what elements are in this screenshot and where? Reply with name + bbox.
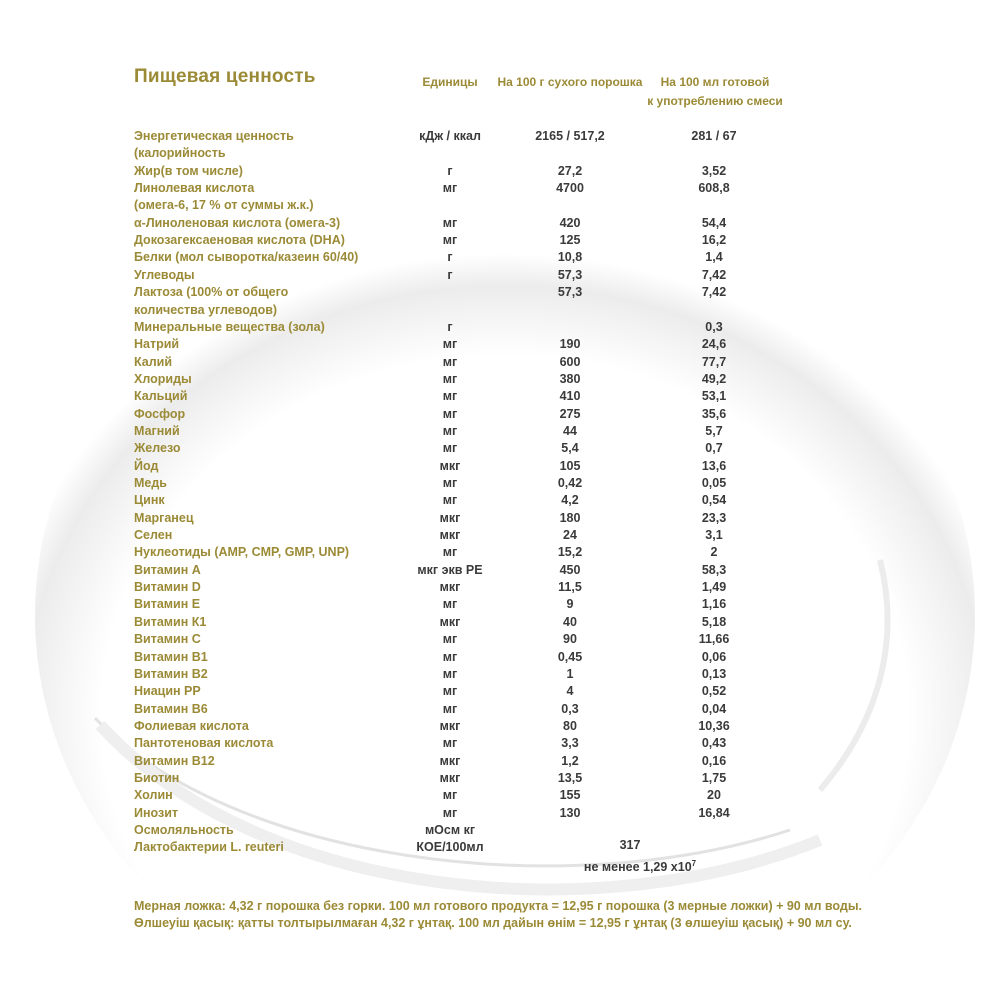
row-ready-value: 5,7: [705, 423, 723, 438]
row-name: Фосфор: [134, 406, 186, 421]
row-ready-value: 281 / 67: [691, 129, 737, 143]
table-row: [0, 805, 1000, 822]
row-name: Минеральные вещества (зола): [134, 319, 325, 334]
row-name: (омега-6, 17 % от суммы ж.к.): [134, 198, 314, 213]
row-ready-value: 3,1: [705, 528, 723, 543]
row-unit: мг: [442, 788, 458, 803]
row-dry-value: 2165 / 517,2: [535, 129, 605, 143]
column-header-ready-line1: На 100 мл готовой: [660, 75, 770, 89]
row-dry-value: 105: [559, 458, 581, 473]
row-unit: мг: [442, 389, 458, 404]
row-name: α-Линоленовая кислота (омега-3): [134, 215, 341, 230]
row-ready-value: 49,2: [701, 371, 727, 386]
row-unit: мг: [442, 181, 458, 196]
row-name: количества углеводов): [134, 302, 278, 317]
row-name: Магний: [134, 423, 180, 438]
row-dry-value: 380: [559, 371, 581, 386]
table-row: [0, 614, 1000, 631]
reuteri-min-exponent: 7: [691, 859, 697, 868]
row-ready-value: 1,4: [705, 250, 723, 265]
row-dry-value: 1: [566, 666, 574, 681]
row-ready-value: 24,6: [701, 337, 727, 352]
row-name: Лактобактерии L. reuteri: [134, 840, 284, 855]
page-title: Пищевая ценность: [134, 66, 316, 87]
table-row: [0, 440, 1000, 457]
row-ready-value: 53,1: [701, 389, 727, 404]
row-unit: мг: [442, 233, 458, 248]
row-name: Хлориды: [134, 371, 192, 386]
table-row: [0, 371, 1000, 388]
row-name: (калорийность: [134, 146, 226, 161]
row-unit: мг: [442, 354, 458, 369]
row-dry-value: 24: [563, 528, 577, 543]
row-dry-value: 5,4: [561, 441, 579, 456]
row-ready-value: 20: [707, 788, 721, 803]
row-name: Жир(в том числе): [134, 163, 243, 178]
table-row: [0, 388, 1000, 405]
row-name: Железо: [134, 441, 181, 456]
row-name: Фолиевая кислота: [134, 718, 249, 733]
row-ready-value: 0,54: [701, 493, 727, 508]
row-dry-value: 420: [559, 215, 581, 230]
table-row: [0, 544, 1000, 561]
row-unit: г: [447, 319, 453, 334]
row-dry-value: 13,5: [557, 770, 583, 785]
table-row: [0, 354, 1000, 371]
table-row: [0, 492, 1000, 509]
row-ready-value: 35,6: [701, 406, 727, 421]
reuteri-min-text: не менее 1,29 х10: [583, 860, 692, 875]
row-ready-value: 16,2: [701, 233, 727, 248]
row-name: Марганец: [134, 510, 194, 525]
table-row: [0, 701, 1000, 718]
row-unit: г: [447, 163, 453, 178]
row-name: Натрий: [134, 337, 180, 352]
table-row: [0, 735, 1000, 752]
footer-note-kz: Өлшеуіш қасық: қатты толтырылмаған 4,32 г ұнтақ. 100 мл дайын өнім = 12,95 г ұнтақ (3 өлшеуіш қасық) + 90 мл су.: [134, 916, 852, 930]
row-ready-value: 7,42: [701, 285, 727, 300]
row-unit: мкг экв РЕ: [417, 562, 483, 577]
row-name: Ниацин РР: [134, 684, 201, 699]
row-dry-value: 4,2: [561, 493, 579, 508]
row-unit: мг: [442, 736, 458, 751]
row-dry-value: 0,42: [557, 476, 583, 490]
row-dry-value: 125: [559, 233, 581, 248]
table-row: [0, 267, 1000, 284]
row-unit: мг: [442, 406, 458, 421]
row-name: Витамин В12: [134, 753, 215, 768]
row-ready-value: 23,3: [701, 510, 727, 525]
row-name: Йод: [134, 458, 159, 473]
row-unit: мкг: [439, 614, 461, 629]
row-dry-value: 80: [563, 718, 577, 733]
osmolality-value: 317: [619, 838, 641, 852]
row-unit: мкг: [439, 580, 461, 595]
column-header-ready-line2: к употреблению смеси: [647, 94, 783, 108]
table-row: [0, 284, 1000, 301]
row-ready-value: 16,84: [698, 805, 730, 820]
table-row: [0, 649, 1000, 666]
row-unit: мг: [442, 545, 458, 560]
table-row: [0, 145, 1000, 162]
row-unit: мкг: [439, 528, 461, 543]
row-ready-value: 3,52: [701, 163, 727, 178]
row-name: Белки (мол сыворотка/казеин 60/40): [134, 250, 359, 265]
row-unit: мкг: [439, 510, 461, 525]
table-row: [0, 562, 1000, 579]
row-name: Медь: [134, 476, 167, 490]
row-name: Витамин D: [134, 580, 201, 595]
row-dry-value: 4700: [556, 181, 584, 196]
row-name: Холин: [134, 788, 173, 803]
table-row: [0, 249, 1000, 266]
row-name: Кальций: [134, 389, 188, 404]
row-name: Линолевая кислота: [134, 181, 255, 196]
column-header-units: Единицы: [422, 75, 478, 89]
row-ready-value: 13,6: [701, 458, 727, 473]
row-unit: мкг: [439, 458, 461, 473]
row-name: Витамин С: [134, 632, 201, 647]
row-ready-value: 2: [710, 545, 718, 560]
row-ready-value: 1,75: [701, 770, 727, 785]
table-row: [0, 302, 1000, 319]
row-dry-value: 15,2: [557, 545, 583, 560]
column-header-ready: [630, 73, 800, 111]
row-ready-value: 7,42: [701, 267, 727, 282]
row-dry-value: 0,45: [557, 649, 583, 664]
row-dry-value: 57,3: [557, 267, 583, 282]
row-dry-value: 44: [563, 423, 577, 438]
row-dry-value: 4: [566, 684, 574, 699]
row-dry-value: 180: [559, 510, 581, 525]
row-name: Витамин В2: [134, 666, 208, 681]
row-unit: мг: [442, 215, 458, 230]
table-row: [0, 718, 1000, 735]
row-name: Селен: [134, 528, 173, 543]
table-row: [0, 631, 1000, 648]
row-ready-value: 0,04: [701, 701, 727, 716]
row-unit: мг: [442, 371, 458, 386]
table-row: [0, 527, 1000, 544]
table-row: [0, 232, 1000, 249]
row-dry-value: 40: [563, 614, 577, 629]
row-ready-value: 58,3: [701, 562, 727, 577]
row-name: Витамин В6: [134, 701, 208, 716]
row-name: Инозит: [134, 805, 179, 820]
row-dry-value: 190: [559, 337, 581, 352]
row-name: Витамин В1: [134, 649, 208, 664]
reuteri-min-value: [560, 855, 720, 876]
row-dry-value: 600: [559, 354, 581, 369]
row-ready-value: 0,13: [701, 666, 727, 681]
row-dry-value: 130: [559, 805, 581, 820]
row-unit: мг: [442, 684, 458, 699]
table-row: [0, 683, 1000, 700]
row-unit: кДж / ккал: [419, 129, 481, 143]
row-ready-value: 0,52: [701, 684, 727, 699]
table-row: [0, 215, 1000, 232]
row-dry-value: 1,2: [561, 753, 579, 768]
row-ready-value: 608,8: [698, 181, 730, 196]
row-unit: мг: [442, 597, 458, 612]
row-name: Витамин К1: [134, 614, 207, 629]
row-name: Витамин Е: [134, 597, 201, 612]
row-dry-value: 155: [559, 788, 581, 803]
row-ready-value: 1,49: [701, 580, 727, 595]
row-unit: мг: [442, 632, 458, 647]
table-row: [0, 666, 1000, 683]
row-unit: мг: [442, 337, 458, 352]
table-row: [0, 319, 1000, 336]
table-row: [0, 197, 1000, 214]
row-ready-value: 10,36: [698, 718, 730, 733]
table-row: [0, 822, 1000, 839]
row-unit: мкг: [439, 753, 461, 768]
table-row: [0, 128, 1000, 145]
table-row: [0, 596, 1000, 613]
row-unit: мг: [442, 649, 458, 664]
row-ready-value: 1,16: [701, 597, 727, 612]
table-row: [0, 753, 1000, 770]
table-row: [0, 579, 1000, 596]
row-dry-value: 0,3: [561, 701, 579, 716]
row-dry-value: 3,3: [561, 736, 579, 751]
row-dry-value: 11,5: [558, 580, 582, 595]
row-dry-value: 57,3: [557, 285, 583, 300]
table-row: [0, 336, 1000, 353]
row-name: Цинк: [134, 493, 165, 508]
row-unit: мкг: [439, 718, 461, 733]
row-ready-value: 54,4: [701, 215, 727, 230]
row-unit: мг: [442, 666, 458, 681]
row-dry-value: 90: [563, 632, 577, 647]
table-row: [0, 787, 1000, 804]
row-name: Пантотеновая кислота: [134, 736, 274, 751]
table-row: [0, 770, 1000, 787]
footer-note-ru: Мерная ложка: 4,32 г порошка без горки. 100 мл готового продукта = 12,95 г порошка (3 мерные ложки) + 90 мл воды.: [134, 899, 862, 913]
table-row: [0, 839, 1000, 856]
row-unit: мг: [442, 701, 458, 716]
row-unit: мОсм кг: [424, 823, 476, 837]
row-dry-value: 10,8: [557, 250, 583, 265]
table-row: [0, 458, 1000, 475]
row-unit: мг: [442, 476, 458, 490]
row-name: Витамин А: [134, 562, 201, 577]
row-ready-value: 0,05: [701, 476, 727, 490]
row-unit: мкг: [439, 770, 461, 785]
table-row: [0, 475, 1000, 492]
row-dry-value: 450: [559, 562, 581, 577]
row-name: Биотин: [134, 770, 180, 785]
row-name: Энергетическая ценность: [134, 129, 294, 143]
table-row: [0, 423, 1000, 440]
row-ready-value: 11,66: [698, 632, 730, 647]
row-unit: мг: [442, 441, 458, 456]
row-ready-value: 0,16: [701, 753, 727, 768]
table-row: [0, 406, 1000, 423]
row-name: Калий: [134, 354, 173, 369]
row-ready-value: 0,3: [705, 319, 723, 334]
row-unit: КОЕ/100мл: [416, 840, 484, 855]
row-name: Докозагексаеновая кислота (DHA): [134, 233, 345, 248]
table-row: [0, 180, 1000, 197]
row-ready-value: 0,43: [701, 736, 727, 751]
row-name: Нуклеотиды (AMP, CMP, GMP, UNP): [134, 545, 350, 560]
table-row: [0, 510, 1000, 527]
row-name: Лактоза (100% от общего: [134, 285, 289, 300]
table-row: [0, 163, 1000, 180]
row-ready-value: 5,18: [701, 614, 727, 629]
row-ready-value: 77,7: [701, 354, 727, 369]
row-ready-value: 0,7: [705, 441, 723, 456]
row-name: Углеводы: [134, 267, 195, 282]
row-name: Осмоляльность: [134, 823, 234, 837]
row-unit: мг: [442, 805, 458, 820]
row-dry-value: 9: [566, 597, 574, 612]
row-unit: г: [447, 250, 453, 265]
column-header-dry: На 100 г сухого порошка: [497, 75, 643, 89]
row-dry-value: 410: [559, 389, 581, 404]
row-unit: мг: [442, 423, 458, 438]
row-unit: г: [447, 267, 453, 282]
row-dry-value: 275: [559, 406, 581, 421]
row-unit: мг: [442, 493, 458, 508]
row-dry-value: 27,2: [557, 163, 583, 178]
row-ready-value: 0,06: [701, 649, 727, 664]
